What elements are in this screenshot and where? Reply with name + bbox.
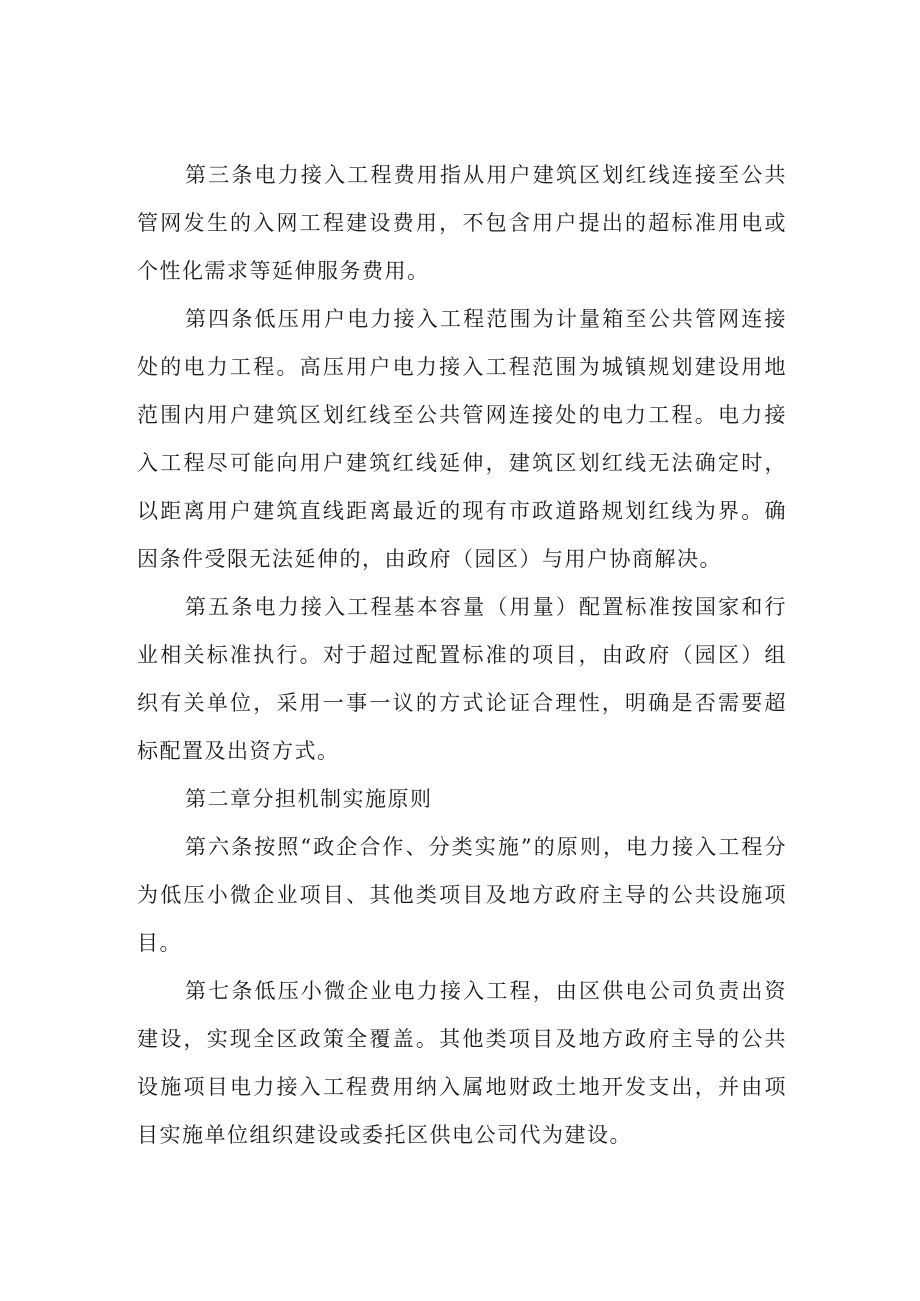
article-3-paragraph: 第三条电力接入工程费用指从用户建筑区划红线连接至公共管网发生的入网工程建设费用，不包含用户提出的超标准用电或个性化需求等延伸服务费用。 [137, 163, 787, 283]
article-6-paragraph: 第六条按照“政企合作、分类实施”的原则，电力接入工程分为低压小微企业项目、其他类项目及地方政府主导的公共设施项目。 [137, 835, 787, 955]
article-5-paragraph: 第五条电力接入工程基本容量（用量）配置标准按国家和行业相关标准执行。对于超过配置标准的项目，由政府（园区）组织有关单位，采用一事一议的方式论证合理性，明确是否需要超标配置及出资方式。 [137, 595, 787, 763]
chapter-heading: 第二章分担机制实施原则 [185, 787, 433, 811]
document-body [137, 151, 787, 1159]
article-4-paragraph: 第四条低压用户电力接入工程范围为计量箱至公共管网连接处的电力工程。高压用户电力接入工程范围为城镇规划建设用地范围内用户建筑区划红线至公共管网连接处的电力工程。电力接入工程尽可能向用户建筑红线延伸，建筑区划红线无法确定时，以距离用户建筑直线距离最近的现有市政道路规划红线为界。确因条件受限无法延伸的，由政府（园区）与用户协商解决。 [137, 307, 787, 571]
article-7-paragraph: 第七条低压小微企业电力接入工程，由区供电公司负责出资建设，实现全区政策全覆盖。其他类项目及地方政府主导的公共设施项目电力接入工程费用纳入属地财政土地开发支出，并由项目实施单位组织建设或委托区供电公司代为建设。 [137, 979, 787, 1147]
